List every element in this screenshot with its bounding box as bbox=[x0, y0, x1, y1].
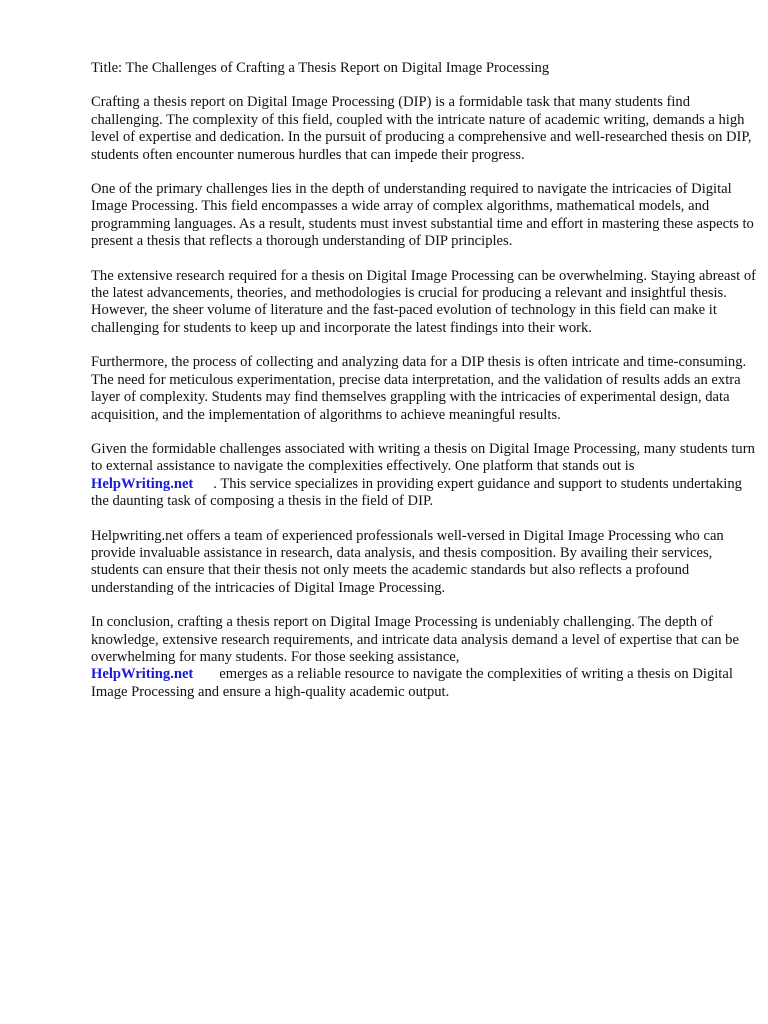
paragraph-assistance bbox=[91, 441, 757, 511]
paragraph-understanding: One of the primary challenges lies in the depth of understanding required to navigate the intricacies of Digital Image Processing. This field encompasses a wide array of complex algorithms, mathematical models, and programming languages. As a result, students must invest substantial time and effort in mastering these aspects to present a thesis that reflects a thorough understanding of DIP principles. bbox=[91, 181, 754, 250]
paragraph-research: The extensive research required for a thesis on Digital Image Processing can be overwhelming. Staying abreast of the latest advancements, theories, and methodologies is crucial for producing a relevant and insightful thesis. However, the sheer volume of literature and the fast-paced evolution of technology in this field can make it challenging for students to keep up and incorporate the latest findings into their work. bbox=[91, 267, 757, 336]
document-title: Title: The Challenges of Crafting a Thesis Report on Digital Image Processing bbox=[91, 60, 550, 76]
helpwriting-link[interactable]: HelpWriting.net bbox=[91, 475, 194, 492]
paragraph-assistance-text-before: Given the formidable challenges associated with writing a thesis on Digital Image Processing, many students turn to external assistance to navigate the complexities effectively. One platform that stands out is bbox=[91, 440, 755, 475]
paragraph-assistance-text-after: . This service specializes in providing expert guidance and support to students undertaking the daunting task of composing a thesis in the field of DIP. bbox=[91, 475, 742, 510]
paragraph-intro: Crafting a thesis report on Digital Image Processing (DIP) is a formidable task that many students find challenging. The complexity of this field, coupled with the intricate nature of academic writing, demands a high level of expertise and dedication. In the pursuit of producing a comprehensive and well-researched thesis on DIP, students often encounter numerous hurdles that can impede their progress. bbox=[91, 94, 752, 163]
paragraph-helpwriting-offer: Helpwriting.net offers a team of experienced professionals well-versed in Digital Image Processing who can provide invaluable assistance in research, data analysis, and thesis composition. By availing their services, students can ensure that their thesis not only meets the academic standards but also reflects a profound understanding of the intricacies of Digital Image Processing. bbox=[91, 527, 724, 596]
document-page bbox=[91, 60, 757, 718]
paragraph-conclusion-text-before: In conclusion, crafting a thesis report on Digital Image Processing is undeniably challenging. The depth of knowledge, extensive research requirements, and intricate data analysis demand a level of expertise that can be overwhelming for many students. For those seeking assistance, bbox=[91, 614, 739, 665]
paragraph-conclusion bbox=[91, 614, 757, 701]
paragraph-data-analysis: Furthermore, the process of collecting and analyzing data for a DIP thesis is often intricate and time-consuming. The need for meticulous experimentation, precise data interpretation, and the validation of results adds an extra layer of complexity. Students may find themselves grappling with the intricacies of experimental design, data acquisition, and the implementation of algorithms to achieve meaningful results. bbox=[91, 354, 747, 423]
helpwriting-link-conclusion[interactable]: HelpWriting.net bbox=[91, 666, 194, 683]
paragraph-conclusion-text-after: emerges as a reliable resource to navigate the complexities of writing a thesis on Digital Image Processing and ensure a high-quality academic output. bbox=[91, 666, 733, 700]
